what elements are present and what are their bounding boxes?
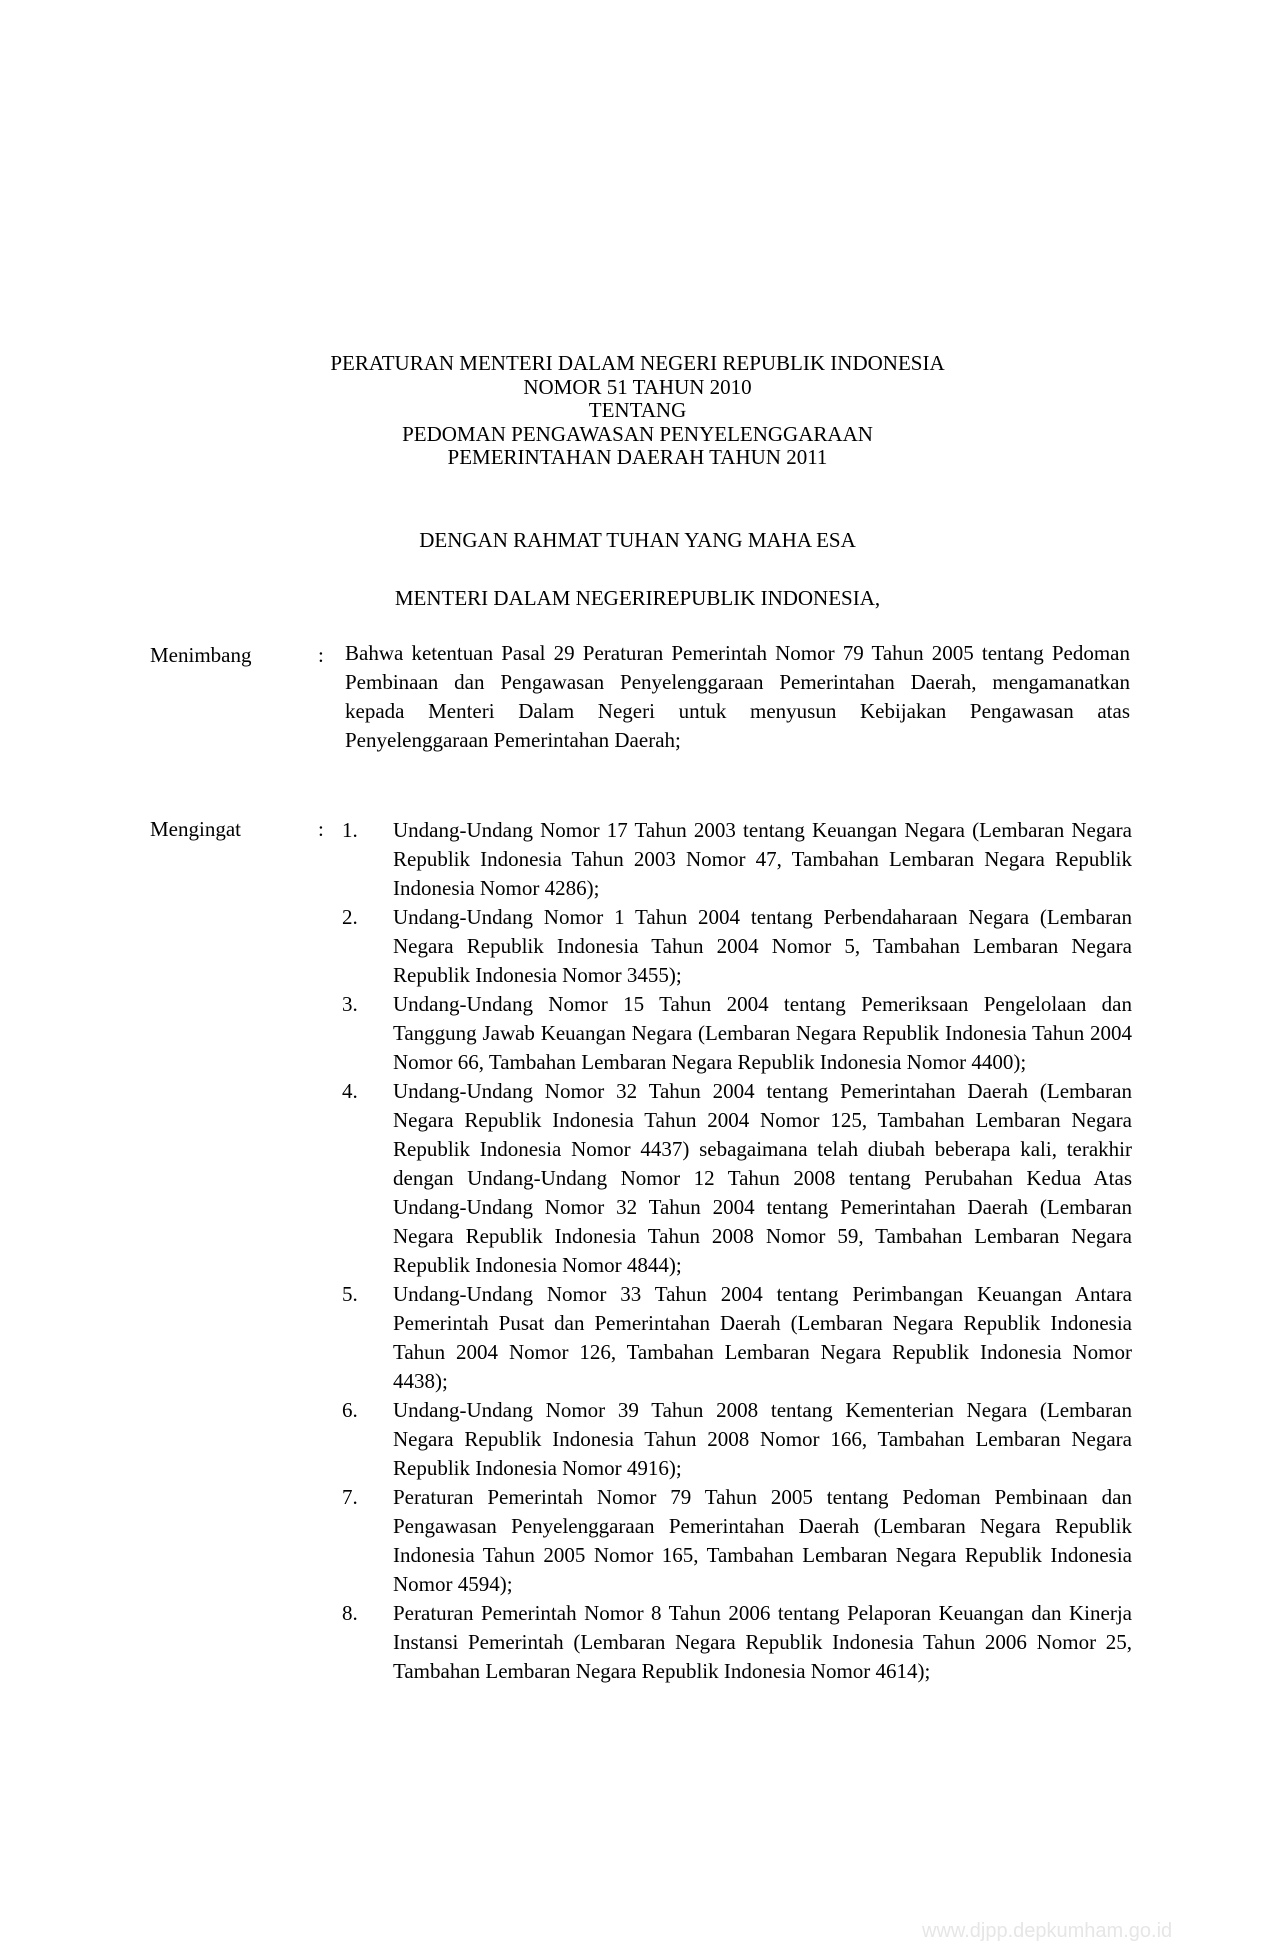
list-item [342,1280,1132,1396]
list-item [342,1599,1132,1686]
minister-heading: MENTERI DALAM NEGERIREPUBLIK INDONESIA, [394,586,881,610]
regulation-header [0,352,1275,470]
mengingat-label: Mengingat [150,817,241,841]
item-number: 7. [342,1485,358,1509]
item-number: 6. [342,1398,358,1422]
item-text: Undang-Undang Nomor 17 Tahun 2003 tentang Keuangan Negara (Lembaran Negara Republik Indonesia Tahun 2003 Nomor 47, Tambahan Lembaran Negara Republik Indonesia Nomor 4286); [393,818,1132,900]
watermark: www.djpp.depkumham.go.id [922,1920,1173,1942]
invocation: DENGAN RAHMAT TUHAN YANG MAHA ESA [419,528,856,552]
item-text: Peraturan Pemerintah Nomor 8 Tahun 2006 tentang Pelaporan Keuangan dan Kinerja Instansi Pemerintah (Lembaran Negara Republik Indonesia Tahun 2006 Nomor 25, Tambahan Lembaran Negara Republik Indonesia Nomor 4614); [393,1601,1132,1683]
list-item [342,1483,1132,1599]
item-text: Undang-Undang Nomor 32 Tahun 2004 tentang Pemerintahan Daerah (Lembaran Negara Republik Indonesia Tahun 2004 Nomor 125, Tambahan Lembaran Negara Republik Indonesia Nomor 4437) sebagaimana telah diubah beberapa kali, terakhir dengan Undang-Undang Nomor 12 Tahun 2008 tentang Perubahan Kedua Atas Undang-Undang Nomor 32 Tahun 2004 tentang Pemerintahan Daerah (Lembaran Negara Republik Indonesia Tahun 2008 Nomor 59, Tambahan Lembaran Negara Republik Indonesia Nomor 4844); [393,1079,1132,1277]
list-item [342,990,1132,1077]
item-number: 2. [342,905,358,929]
menimbang-text: Bahwa ketentuan Pasal 29 Peraturan Pemerintah Nomor 79 Tahun 2005 tentang Pedoman Pembinaan dan Pengawasan Penyelenggaraan Pemerintahan Daerah, mengamanatkan kepada Menteri Dalam Negeri untuk menyusun Kebijakan Pengawasan atas Penyelenggaraan Pemerintahan Daerah; [345,641,1130,752]
header-tentang: TENTANG [588,398,687,423]
list-item [342,1077,1132,1280]
item-text: Undang-Undang Nomor 1 Tahun 2004 tentang Perbendaharaan Negara (Lembaran Negara Republik Indonesia Tahun 2004 Nomor 5, Tambahan Lembaran Negara Republik Indonesia Nomor 3455); [393,905,1132,987]
header-subject-line1: PEDOMAN PENGAWASAN PENYELENGGARAAN [402,421,873,446]
list-item [342,816,1132,903]
item-text: Undang-Undang Nomor 33 Tahun 2004 tentang Perimbangan Keuangan Antara Pemerintah Pusat dan Pemerintahan Daerah (Lembaran Negara Republik Indonesia Tahun 2004 Nomor 126, Tambahan Lembaran Negara Republik Indonesia Nomor 4438); [393,1282,1132,1393]
menimbang-label: Menimbang [150,643,252,667]
item-number: 3. [342,992,358,1016]
list-item [342,1396,1132,1483]
list-item [342,903,1132,990]
item-text: Undang-Undang Nomor 39 Tahun 2008 tentang Kementerian Negara (Lembaran Negara Republik Indonesia Tahun 2008 Nomor 166, Tambahan Lembaran Negara Republik Indonesia Nomor 4916); [393,1398,1132,1480]
mengingat-list [342,816,1132,1686]
header-number: NOMOR 51 TAHUN 2010 [523,374,752,399]
item-number: 8. [342,1601,358,1625]
header-title: PERATURAN MENTERI DALAM NEGERI REPUBLIK INDONESIA [330,351,945,375]
item-text: Undang-Undang Nomor 15 Tahun 2004 tentang Pemeriksaan Pengelolaan dan Tanggung Jawab Keuangan Negara (Lembaran Negara Republik Indonesia Tahun 2004 Nomor 66, Tambahan Lembaran Negara Republik Indonesia Nomor 4400); [393,992,1132,1074]
header-subject-line2: PEMERINTAHAN DAERAH TAHUN 2011 [447,445,828,470]
item-number: 5. [342,1282,358,1306]
menimbang-colon: : [318,643,324,667]
item-number: 4. [342,1079,358,1103]
item-text: Peraturan Pemerintah Nomor 79 Tahun 2005 tentang Pedoman Pembinaan dan Pengawasan Penyelenggaraan Pemerintahan Daerah (Lembaran Negara Republik Indonesia Tahun 2005 Nomor 165, Tambahan Lembaran Negara Republik Indonesia Nomor 4594); [393,1485,1132,1596]
item-number: 1. [342,818,358,842]
mengingat-colon: : [318,817,324,841]
